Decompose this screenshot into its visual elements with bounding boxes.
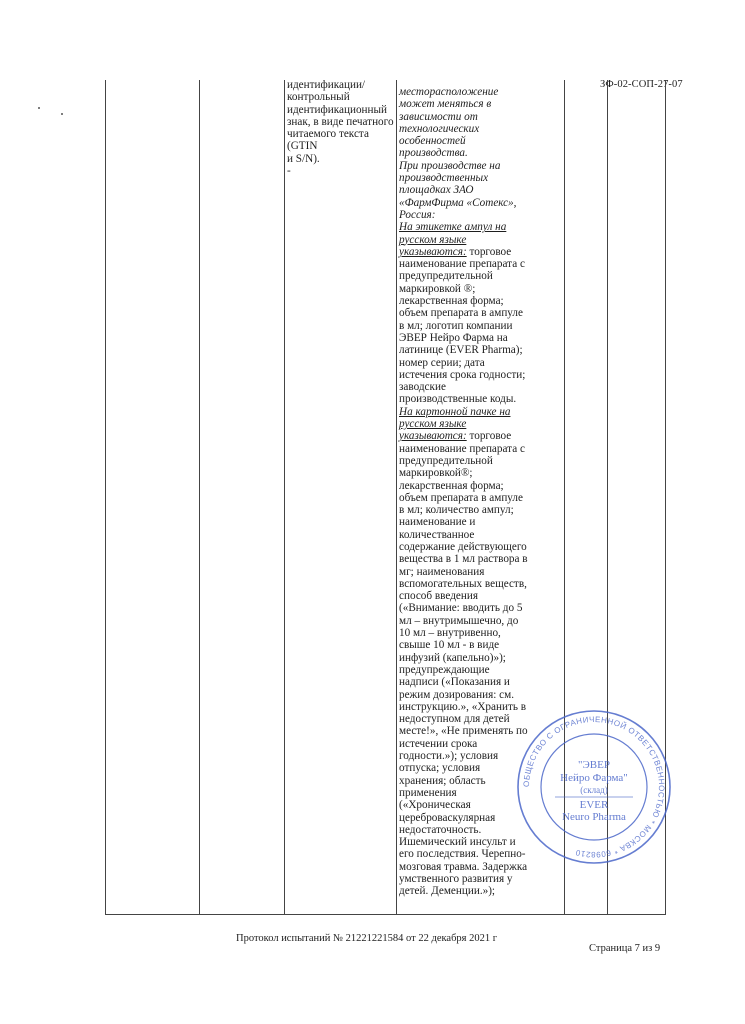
cell-line: [399, 172, 559, 184]
cell-text: При производстве на: [399, 159, 501, 172]
cell-text: его последствия. Черепно-: [399, 848, 526, 861]
cell-line: [399, 160, 559, 172]
cell-line: [399, 541, 559, 553]
cell-line: [399, 885, 559, 897]
cell-text: («Хроническая: [399, 799, 471, 812]
cell-text: производства.: [399, 147, 468, 160]
cell-text: объем препарата в ампуле: [399, 307, 523, 320]
cell-text: площадках ЗАО: [399, 184, 474, 197]
cell-text: содержание действующего: [399, 540, 527, 553]
cell-line: [399, 492, 559, 504]
cell-line: [399, 639, 559, 651]
cell-text: предупредительной: [399, 454, 493, 467]
cell-text: недостаточность.: [399, 823, 482, 836]
cell-text: 10 мл – внутривенно,: [399, 627, 501, 640]
cell-text: истечения срока годности;: [399, 368, 526, 381]
cell-line: идентификации/: [287, 79, 366, 91]
cell-text: способ введения: [399, 590, 478, 603]
cell-line: [399, 197, 559, 209]
cell-line: [399, 344, 559, 356]
cell-line: [399, 467, 559, 479]
cell-text: технологических: [399, 122, 480, 135]
cell-line: [399, 676, 559, 688]
cell-text: вещества в 1 мл раствора в: [399, 553, 528, 566]
underlined-heading: На картонной пачке на: [399, 405, 511, 418]
cell-text: наименование препарата с: [399, 258, 525, 271]
cell-line: [399, 504, 559, 516]
cell-line: [399, 98, 559, 110]
cell-text: недоступном для детей: [399, 713, 510, 726]
cell-text: применения: [399, 786, 457, 799]
cell-text: предупредительной: [399, 270, 493, 283]
cell-text: хранения; область: [399, 774, 486, 787]
cell-line: [399, 873, 559, 885]
cell-text: месте!», «Не применять по: [399, 725, 528, 738]
stamp-line: "ЭВЕР: [578, 759, 610, 771]
document-code: ЗФ-02-СОП-27-07: [600, 79, 683, 90]
cell-text: наименование препарата с: [399, 442, 525, 455]
cell-text: в мл; логотип компании: [399, 319, 513, 332]
cell-text: инфузий (капельно)»);: [399, 651, 506, 664]
cell-line: [399, 184, 559, 196]
stamp-line: Нейро Фарма": [560, 772, 628, 784]
cell-line: [399, 418, 559, 430]
cell-text: («Внимание: вводить до 5: [399, 602, 523, 615]
cell-text: цереброваскулярная: [399, 811, 496, 824]
cell-line: [399, 147, 559, 159]
cell-line: [399, 455, 559, 467]
cell-text: заводские: [399, 381, 446, 394]
table-border-4: [396, 80, 397, 915]
cell-text: торговое: [466, 430, 512, 443]
cell-text: мозговая травма. Задержка: [399, 860, 528, 873]
company-stamp: [515, 708, 673, 866]
cell-text: номер серии; дата: [399, 356, 485, 369]
cell-line: [399, 283, 559, 295]
cell-text: истечении срока: [399, 737, 478, 750]
cell-text: свыше 10 мл - в виде: [399, 639, 500, 652]
cell-text: «ФармФирма «Сотекс»,: [399, 196, 517, 209]
cell-line: [399, 369, 559, 381]
cell-line: [399, 652, 559, 664]
cell-text: надписи («Показания и: [399, 676, 510, 689]
cell-line: [399, 602, 559, 614]
cell-line: [399, 135, 559, 147]
cell-text: отпуска; условия: [399, 762, 481, 775]
cell-line: [399, 590, 559, 602]
cell-line: [399, 480, 559, 492]
underlined-heading: указываются:: [399, 245, 467, 258]
cell-text: латинице (EVER Pharma);: [399, 344, 523, 357]
cell-text: Ишемический инсульт и: [399, 836, 516, 849]
stamp-line: EVER: [579, 799, 609, 811]
cell-line: [399, 234, 559, 246]
cell-line: [399, 320, 559, 332]
cell-line: [399, 246, 559, 258]
cell-line: [399, 553, 559, 565]
scan-speck: [61, 113, 63, 115]
cell-text: может меняться в: [399, 98, 492, 111]
cell-line: [399, 578, 559, 590]
cell-line: [399, 406, 559, 418]
stamp-line: Neuro Pharma: [562, 811, 626, 823]
cell-text: особенностей: [399, 135, 466, 148]
cell-text: Россия:: [399, 208, 436, 221]
cell-line: [399, 111, 559, 123]
cell-text: производственные коды.: [399, 393, 517, 406]
cell-text: режим дозирования: см.: [399, 688, 514, 701]
cell-text: лекарственная форма;: [399, 295, 504, 308]
cell-line: [399, 307, 559, 319]
cell-line: [399, 332, 559, 344]
cell-line: [399, 221, 559, 233]
cell-text: вспомогательных веществ,: [399, 577, 527, 590]
scan-speck: [38, 107, 40, 109]
cell-line: [399, 443, 559, 455]
cell-line: [399, 86, 559, 98]
cell-text: в мл; количество ампул;: [399, 504, 514, 517]
cell-line: читаемого текста (GTIN: [287, 128, 369, 153]
cell-line: [399, 627, 559, 639]
cell-text: предупреждающие: [399, 663, 490, 676]
cell-line: [399, 209, 559, 221]
stamp-line: (склад): [580, 785, 608, 795]
table-border-1: [105, 80, 106, 915]
cell-text: умственного развития у: [399, 873, 513, 885]
cell-text: наименование и: [399, 516, 476, 529]
cell-line: [399, 393, 559, 405]
cell-text: годности.»); условия: [399, 750, 499, 763]
cell-line: [399, 664, 559, 676]
cell-line: [399, 430, 559, 442]
cell-text: производственных: [399, 172, 489, 185]
cell-line: [399, 529, 559, 541]
cell-line: [399, 123, 559, 135]
cell-text: инструкцию.», «Хранить в: [399, 700, 527, 713]
cell-text: детей. Деменции.»);: [399, 885, 496, 898]
footer-page-number: Страница 7 из 9: [589, 943, 661, 954]
underlined-heading: На этикетке ампул на: [399, 221, 507, 234]
table-cell-identification: [287, 79, 397, 177]
cell-text: лекарственная форма;: [399, 479, 504, 492]
table-border-3: [284, 80, 285, 915]
cell-text: объем препарата в ампуле: [399, 491, 523, 504]
cell-text: маркировкой®;: [399, 467, 473, 480]
cell-line: [399, 258, 559, 270]
cell-line: [399, 357, 559, 369]
underlined-heading: русском языке: [399, 233, 467, 246]
cell-line: контрольный: [287, 91, 350, 104]
underlined-heading: русском языке: [399, 418, 467, 431]
cell-text: мл – внутримышечно, до: [399, 614, 519, 627]
cell-line: [399, 516, 559, 528]
cell-text: количестванное: [399, 528, 475, 541]
cell-line: [399, 381, 559, 393]
cell-line: [399, 270, 559, 282]
cell-line: [399, 689, 559, 701]
cell-text: ЭВЕР Нейро Фарма на: [399, 331, 508, 344]
table-border-2: [199, 80, 200, 915]
footer-protocol: Протокол испытаний № 21221221584 от 22 декабря 2021 г: [236, 933, 498, 944]
cell-line: [399, 615, 559, 627]
table-bottom-border: [105, 914, 666, 915]
cell-line: идентификационный: [287, 103, 388, 116]
cell-text: торговое: [466, 245, 512, 258]
stamp-ring-text: ОБЩЕСТВО С ОГРАНИЧЕННОЙ ОТВЕТСТВЕННОСТЬЮ * МОСКВА * 6098210: [521, 714, 667, 860]
cell-text: мг; наименования: [399, 565, 485, 578]
cell-text: месторасположение: [399, 86, 499, 98]
cell-line: [399, 295, 559, 307]
cell-line: [399, 566, 559, 578]
cell-text: маркировкой ®;: [399, 282, 476, 295]
cell-line: знак, в виде печатного: [287, 115, 394, 128]
underlined-heading: указываются:: [399, 430, 467, 443]
cell-text: зависимости от: [399, 110, 478, 123]
cell-line: -: [287, 165, 291, 178]
cell-line: и S/N).: [287, 152, 320, 165]
